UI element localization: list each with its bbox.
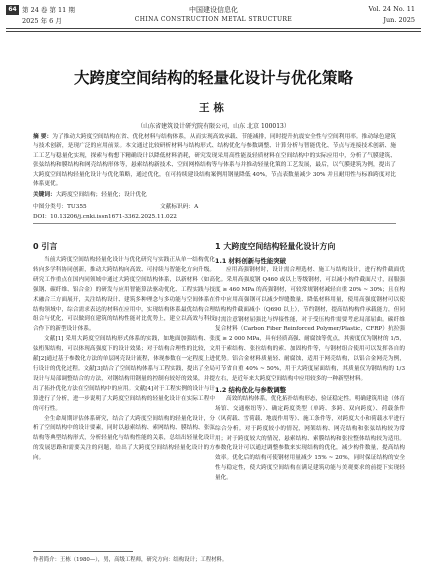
journal-header bbox=[0, 0, 427, 40]
header-rule-thin bbox=[6, 31, 421, 32]
left-column bbox=[33, 239, 215, 464]
footnote-rule bbox=[33, 551, 133, 552]
article-title: 大跨度空间结构的轻量化设计与优化策略 bbox=[73, 69, 353, 87]
keywords bbox=[33, 189, 396, 198]
abstract-label: 摘 要： bbox=[33, 134, 53, 140]
volume-issue-cn: 第 24 卷 第 11 期 bbox=[22, 6, 75, 14]
paragraph: 当前大跨度空间结构轻量化设计与优化研究与实践正从单一结构优化转向多学科协同创新，推动大跨结构向高效、可持续与智能化方向升级。研究工作重点在国内同领域中通过大跨度空间结构体系，以新材料（如高强钢、碳纤维、铝合金）的研发与应用智能算法驱动优化、工程实践与技术融合三方面展开，关注结构设计、建筑多种理念与多功能与空间体系在结构领域中，综合需求表达的材料在应用中，实现结构体系最优结构合理组合与优化，可以做到在建筑的结构性能对比优势上，建立以高效与科技合作下的新型设计体系。 bbox=[33, 257, 215, 333]
subsection-heading-1-1: 1.1 材料创新与性能突破 bbox=[215, 257, 287, 265]
section-heading-1: 1 大跨度空间结构轻量化设计方向 bbox=[215, 242, 336, 251]
author-name: 王栋 bbox=[199, 102, 228, 114]
abstract-divider bbox=[33, 223, 396, 224]
volume-issue-en: Vol. 24 No. 11 bbox=[368, 5, 415, 13]
author-footnote: 作者简介：王栋（1980—），男，高级工程师，研究方向：结构设计；工程材料。 bbox=[33, 557, 228, 563]
header-rule bbox=[6, 28, 421, 29]
journal-name-en: CHINA CONSTRUCTION METAL STRUCTURE bbox=[134, 16, 293, 23]
page-number-badge: 64 bbox=[6, 5, 19, 15]
paragraph: 应用高强钢材时，设计需合理选材、施工与结构设计，进行构件截面优化。采用高强度钢 Q460 或以上等级钢材，可以减小构件截面尺寸，屈服强度 ≥ 460 MPa 的高强钢材，可较常规钢材减轻自重 20% ~ 30%；且在构件中应用高强钢可以减少焊缝数量、降低材料用量，使用高强度钢材可以使结构构件截面减小（Q690 以上），节约钢材，提高结构构件承载能力，但同时需注意钢材屈强比与焊接性能，对于受压构件需要考虑局部屈曲。碳纤维复合材料（Carbon Fiber Reinforced Polymer/Plastic，CFRP）抗拉强度 ≥ 2 000 MPa，具有轻质高强、耐腐蚀等优点，其密度仅为钢材的 1/5，用于索结构、张拉结构的索、加固构件等，与钢材组合使用可以发挥各自的优势。铝合金材料质量轻、耐腐蚀，适用于网壳结构，以铝合金网壳为例，可节省自重 40% ~ 50%，用于大跨度屋面结构，其质量仅为钢结构的 1/3 左右，是近年来大跨度空间结构中应用较多的一种新型材料。 bbox=[215, 267, 405, 382]
paragraph: 全生命周期评估体系研究，结合了大跨度空间结构的轻量化设计，分析了空间结构中的设计要素，同时以悬索结构、索网结构、膜结构、张弦结构等典型结构形式，分析轻量化与结构性能的关系，总结出轻量化设计的发展思路和需要关注的问题，给出了大跨度空间结构轻量化设计的方向。 bbox=[33, 415, 215, 462]
date-en: Jun. 2025 bbox=[383, 16, 415, 24]
journal-name-cn: 中国建设信息化 bbox=[189, 6, 238, 14]
document-code: 文献标识码：A bbox=[160, 204, 199, 210]
paragraph: 文献[1] 采用大跨度空间结构形式体系的实践，如地面加强结构、张弦桁架结构，可以体现高强度下的设计效果；对于结构合理性的比较，文献[2]通过基于参数化方法的单层网壳设计流程，体现参数在一定程度上进行设计的优化过程。文献[3]结合了空间结构体系与工程实践，提出了全局设计与局部调整结合的方法，对钢结构用钢量的控制有较好的效果，并提出了拓扑优化方法在空间结构中的应用。文献[4]对于工程实例的设计与计算进行了分析，进一步说明了大跨度空间结构的轻量化设计在实际工程中的可行性。 bbox=[33, 336, 215, 412]
author-affiliation: （山东省建筑设计研究院有限公司，山东 北京 100013） bbox=[137, 123, 290, 130]
keywords-text: 大跨度空间结构；轻量化；设计优化 bbox=[55, 192, 147, 198]
section-heading-intro: 0 引言 bbox=[33, 242, 58, 251]
abstract bbox=[33, 133, 396, 189]
subsection-heading-1-2: 1.2 结构优化与参数调整 bbox=[215, 385, 287, 394]
doi: DOI：10.13206/j.cnki.issn1671-3362.2025.11.022 bbox=[33, 214, 177, 220]
date-cn: 2025 年 6 月 bbox=[22, 17, 62, 25]
clc-number: 中图分类号：TU355 bbox=[33, 204, 87, 210]
paragraph: 高效的结构体系，优化拓扑结构形态，验证稳定性。明确建筑用途（体育场馆、交通枢纽等）、确定跨度类型（单跨、多跨、双向跨度）、荷载条件（风荷载、雪荷载、地震作用等）、施工条件等，对跨度大小和荷载水平进行综合分析。对于跨度较小的情况，网架结构、网壳结构和张弦结构较为常用；对于跨度较大的情况，悬索结构、索膜结构和张拉整体结构较为适用。参数化设计可以通过调整参数来实现结构的优化，减少构件数量，提高结构效率。优化后的结构可使钢材用量减少 15% ~ 20%，同时保证结构的安全性与稳定性，使大跨度空间结构在满足建筑功能与美观要求的前提下实现轻量化。 bbox=[215, 395, 406, 482]
keywords-label: 关键词： bbox=[33, 192, 56, 198]
right-column bbox=[215, 239, 405, 484]
abstract-text: 为了推动大跨度空间结构在省、优化材料与结构体系，从而实现高效承载、节能减排，同时提升抗震安全性与空间利用率。推动绿色建筑与技术创新，是现广泛的应用前景。本文通过比较研析材料与结构形式、结构优化与参数调整、计算分析与智能优化、节点与连接技术创新、施工工艺与稳量化实现，探索与构想下精确设计以降低材料消耗，研究发现采用高性能及轻质材料在空间结构中的实际应用中，分析了气膜建筑、张弦结构和膜结构和网壳结构形体等，悬索结构新技术、空间网格结构等与体系与并推动轻量化策的工艺发展，最后，以气膜建筑为例，提出了大跨度空间结构轻量化设计与优化策略，通过优化，在可持续建设结构案例用钢量降低 40%，节点表数量减少 30% 并且耐用性与标准跨度对比体系更优。 bbox=[33, 134, 396, 188]
